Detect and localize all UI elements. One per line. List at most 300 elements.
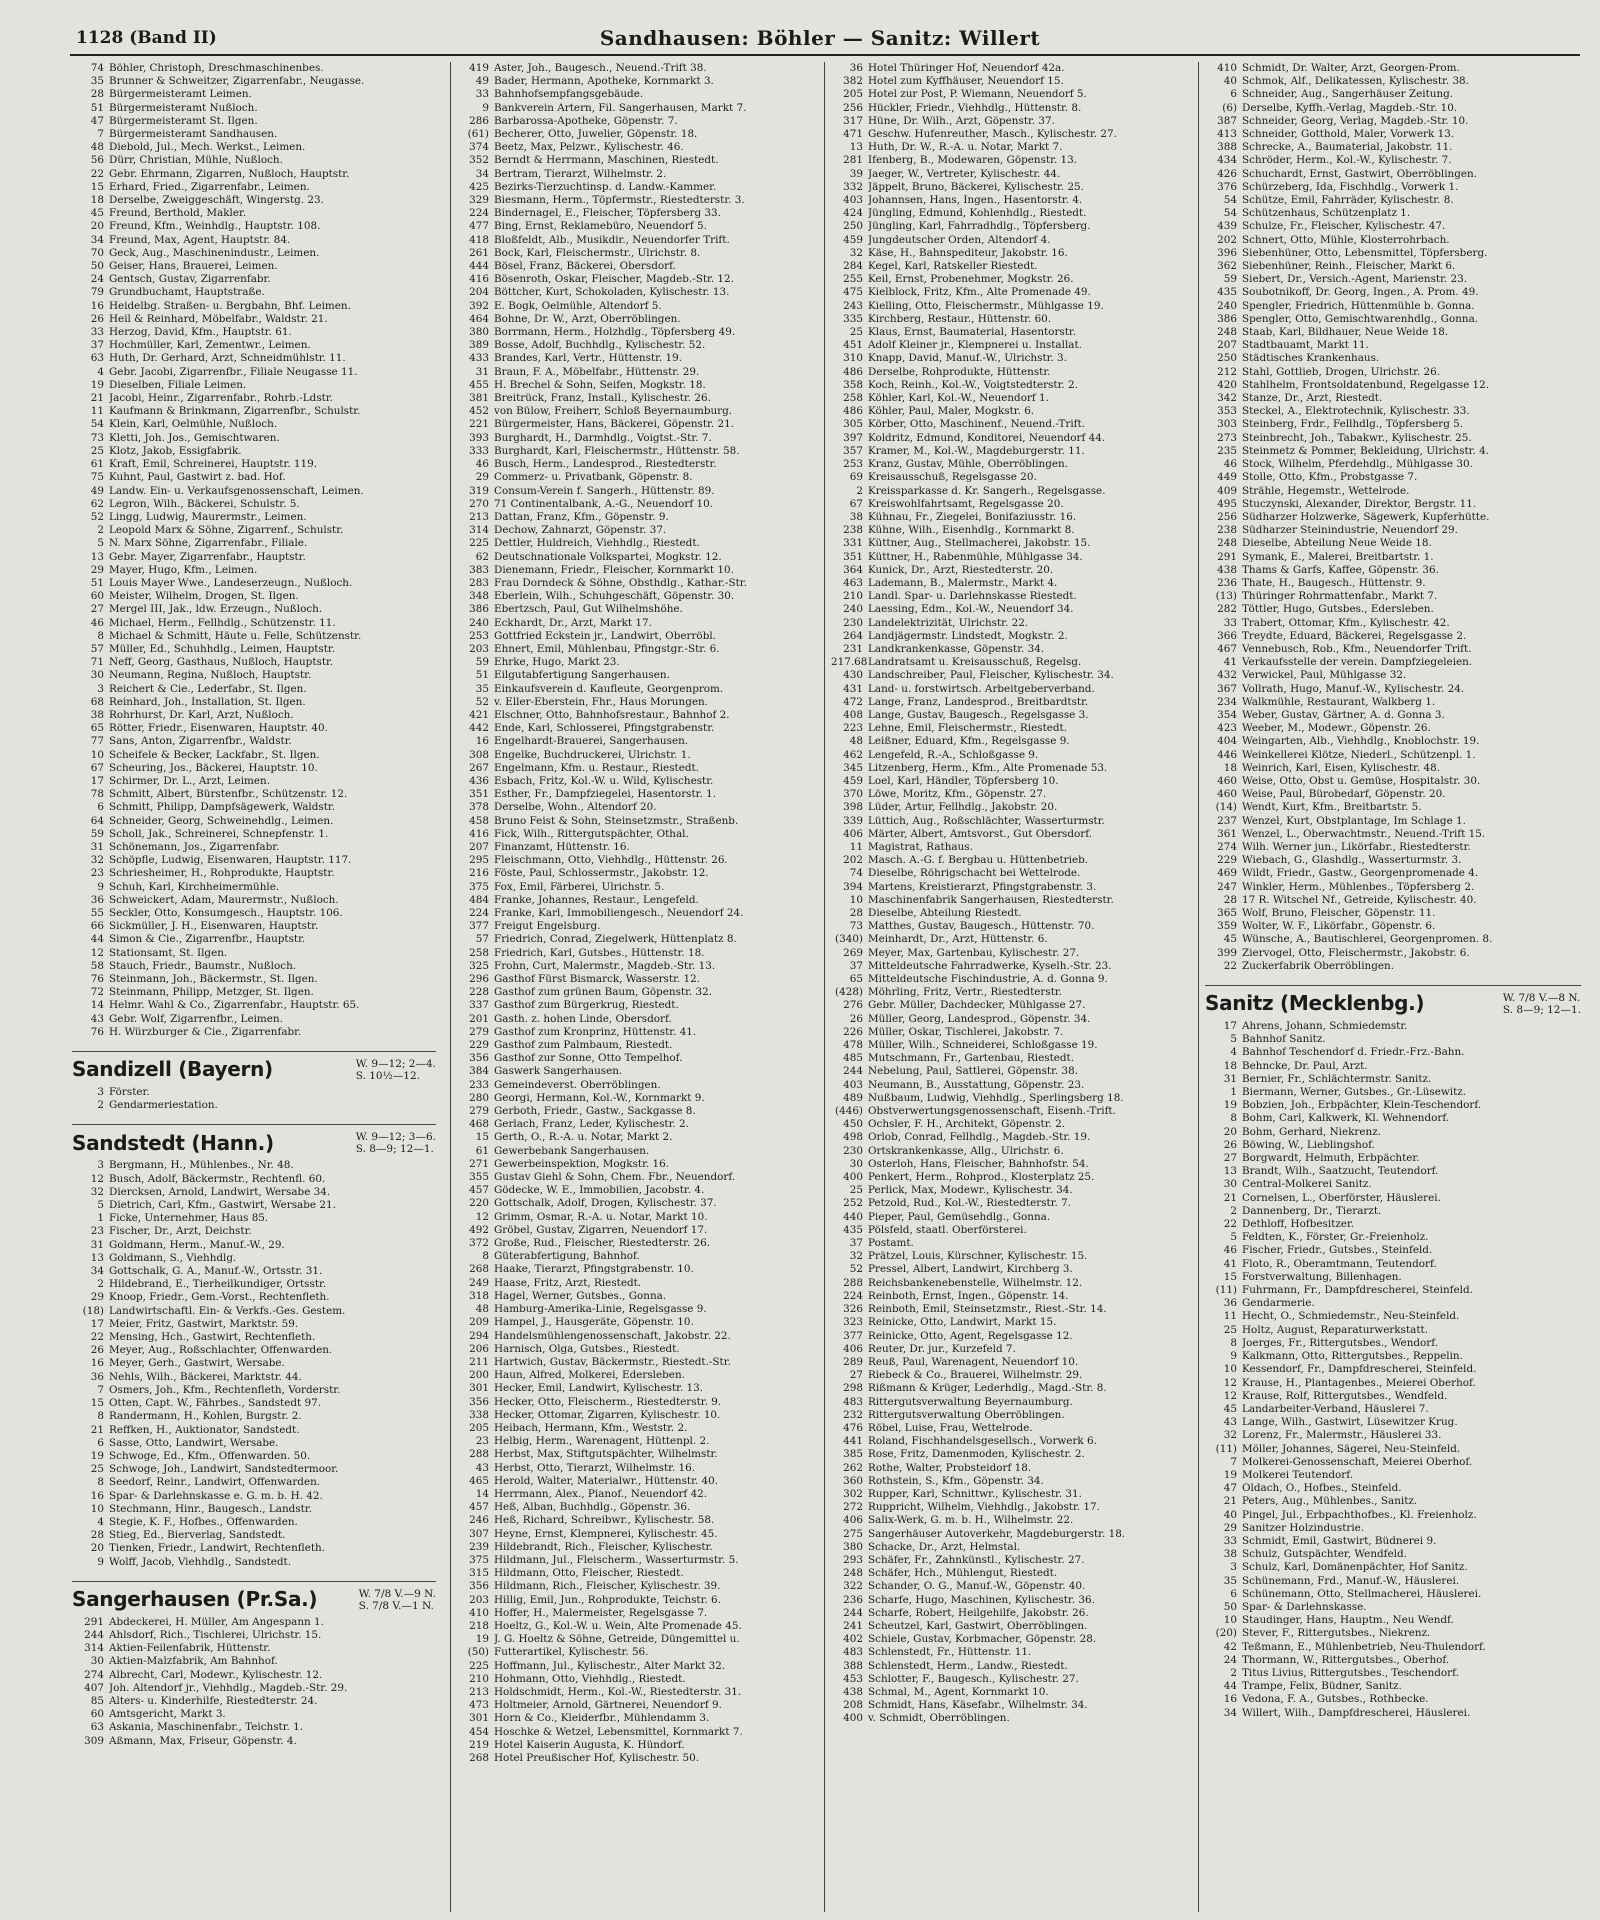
list-item [831,458,1191,471]
entry-text: Esther, Fr., Dampfziegelei, Hasentorstr. 1. [494,788,717,801]
list-item [457,1026,815,1039]
entry-text: Nußbaum, Ludwig, Viehhdlg., Sperlingsberg 18. [868,1091,1124,1104]
phone-number: 464 [469,312,489,325]
list-item [1205,207,1581,220]
phone-number: 19 [475,1633,489,1646]
phone-number: 207 [1217,339,1237,352]
entry-text: Fischer, Friedr., Gutsbes., Steinfeld. [1242,1244,1433,1257]
entry-text: Krause, Rolf, Rittergutsbes., Wendfeld. [1242,1389,1448,1402]
entry-text: Hillig, Emil, Jun., Rohprodukte, Teichstr. 6. [494,1593,721,1606]
phone-number: 200 [469,1369,489,1382]
phone-number: 15 [90,180,104,193]
entry-text: Dietrich, Carl, Kfm., Gastwirt, Wersabe 21. [109,1199,336,1212]
phone-number: 258 [843,392,863,405]
entry-text: Trabert, Ottomar, Kfm., Kylischestr. 42. [1242,616,1450,629]
phone-number: 14 [475,1487,489,1500]
list-item [1205,128,1581,141]
phone-number: 467 [1217,642,1237,655]
phone-number: 301 [469,1712,489,1725]
list-item [457,973,815,986]
phone-number: 10 [1223,1363,1237,1376]
phone-number: 384 [469,1065,489,1078]
entry-text: Hotel zum Kyffhäuser, Neuendorf 15. [868,75,1064,88]
phone-number: 57 [90,642,104,655]
entry-text: Sickmüller, J. H., Eisenwaren, Hauptstr. [109,920,319,933]
phone-number: 2 [856,484,863,497]
list-item [72,1159,436,1172]
phone-number: 360 [843,1474,863,1487]
list-item [831,973,1191,986]
phone-number: 288 [469,1448,489,1461]
entry-text: Bösenroth, Oskar, Fleischer, Magdeb.-Str. 12. [494,273,734,286]
list-item [72,590,436,603]
list-item [1205,1456,1581,1469]
list-item [72,551,436,564]
entry-text: Schmal, M., Agent, Kornmarkt 10. [868,1685,1049,1698]
phone-number: 468 [469,1118,489,1131]
entry-text: Alters- u. Kinderhilfe, Riestedterstr. 24. [109,1694,318,1707]
entry-text: Meister, Wilhelm, Drogen, St. Ilgen. [109,590,299,603]
list-item [457,1145,815,1158]
phone-number: 460 [1217,788,1237,801]
phone-number: 359 [1217,920,1237,933]
list-item [831,511,1191,524]
list-item [1205,920,1581,933]
phone-number: 34 [90,1265,104,1278]
list-item [72,168,436,181]
phone-number: 426 [1217,167,1237,180]
list-item [457,1263,815,1276]
phone-number: 240 [469,616,489,629]
phone-number: 18 [1223,761,1237,774]
list-item [72,511,436,524]
list-item [72,1384,436,1397]
list-item [831,933,1191,946]
entry-text: Geschw. Hufenreuther, Masch., Kylischestr. 27. [868,128,1117,141]
list-item [457,933,815,946]
entry-text: Bohne, Dr. W., Arzt, Oberröblingen. [494,312,681,325]
entry-text: Gebr. Müller, Dachdecker, Mühlgasse 27. [868,999,1086,1012]
list-item [831,749,1191,762]
list-item [72,128,436,141]
entry-text: Weinkellerei Klötze, Niederl., Schützenpl. 1. [1242,748,1476,761]
list-item [1205,854,1581,867]
list-item [457,141,815,154]
list-item [831,656,1191,669]
phone-number: 393 [469,431,489,444]
list-item [72,1721,436,1734]
list-item [457,498,815,511]
entry-text: Klein, Karl, Oelmühle, Nußloch. [109,418,278,431]
list-item [831,326,1191,339]
phone-number: 10 [90,1502,104,1515]
entry-text: Reichsbankenebenstelle, Wilhelmstr. 12. [868,1276,1083,1289]
column-3 [824,62,1191,1912]
entry-text: Gottschalk, Adolf, Drogen, Kylischestr. 37. [494,1197,717,1210]
list-item [831,1712,1191,1725]
entry-text: Helmr. Wahl & Co., Zigarrenfabr., Hauptstr. 65. [109,999,360,1012]
phone-number: 85 [90,1694,104,1707]
phone-number: 236 [843,1593,863,1606]
entry-text: Wolff, Jacob, Viehhdlg., Sandstedt. [109,1555,292,1568]
phone-number: 51 [90,101,104,114]
entries-list [457,62,815,1765]
list-item [457,1646,815,1659]
entry-text: Rothstein, S., Kfm., Göpenstr. 34. [868,1474,1044,1487]
entry-text: Schäfer, Fr., Zahnkünstl., Kylischestr. 27. [868,1553,1085,1566]
list-item [831,154,1191,167]
phone-number: 14 [90,999,104,1012]
entry-text: Hamburg-Amerika-Linie, Regelsgasse 9. [494,1303,707,1316]
phone-number: 43 [475,1461,489,1474]
entry-text: Hecker, Otto, Fleischerm., Riestedterstr. 9. [494,1395,722,1408]
list-item [831,1079,1191,1092]
phone-number: 52 [475,695,489,708]
entry-text: Kreisausschuß, Regelsgasse 20. [868,471,1037,484]
phone-number: 1 [97,1212,104,1225]
list-item [457,841,815,854]
office-hours [1503,992,1581,1016]
entry-text: Hotel Preußischer Hof, Kylischestr. 50. [494,1752,700,1764]
entry-text: Reichert & Cie., Lederfabr., St. Ilgen. [109,682,307,695]
list-item [831,696,1191,709]
list-item [72,352,436,365]
entry-text: Gasthof zum Palmbaum, Riestedt. [494,1039,673,1052]
phone-number: 45 [1223,933,1237,946]
list-item [72,643,436,656]
phone-number: 17 [1223,1020,1237,1033]
entry-text: Bürgermeisteramt Nußloch. [109,101,258,114]
list-item [457,881,815,894]
phone-number: 47 [90,114,104,127]
entry-text: Meier, Fritz, Gastwirt, Marktstr. 59. [109,1317,299,1330]
phone-number: 22 [90,167,104,180]
list-item [457,1580,815,1593]
hours-weekday: W. 7/8 V.—8 N. [1502,992,1581,1005]
phone-number: 213 [469,510,489,523]
list-item [1205,815,1581,828]
phone-number: 72 [90,986,104,999]
phone-number: 22 [1223,1218,1237,1231]
list-item [831,1026,1191,1039]
list-item [1205,801,1581,814]
phone-number: 420 [1217,378,1237,391]
phone-number: 225 [469,537,489,550]
list-item [1205,1033,1581,1046]
phone-number: 20 [90,1542,104,1555]
phone-number: 220 [469,1197,489,1210]
entry-text: Magistrat, Rathaus. [868,840,973,853]
entry-text: Ende, Karl, Schlosserei, Pfingstgrabenstr. [494,722,715,735]
phone-number: (20) [1215,1627,1237,1640]
list-item [831,115,1191,128]
entry-text: Kletti, Joh. Jos., Gemischtwaren. [109,431,280,444]
phone-number: 76 [90,973,104,986]
phone-number: 79 [90,286,104,299]
entry-text: Stadtbauamt, Markt 11. [1242,339,1369,352]
entry-text: Louis Mayer Wwe., Landeserzeugn., Nußloch. [109,576,353,589]
list-item [1205,247,1581,260]
entry-text: Bahnhofsempfangsgebäude. [494,88,644,101]
list-item [1205,617,1581,630]
entry-text: Landl. Spar- u. Darlehnskasse Riestedt. [868,590,1077,603]
phone-number: 2 [97,524,104,537]
page-number: 1128 (Band II) [76,28,217,48]
entry-text: Dieselbe, Röhrigschacht bei Wettelrode. [868,867,1081,880]
list-item [831,75,1191,88]
phone-number: 15 [90,1397,104,1410]
entry-text: Müller, Wilh., Schneiderei, Schloßgasse 19. [868,1039,1098,1052]
phone-number: 212 [1217,365,1237,378]
list-item [1205,1073,1581,1086]
entry-text: Bruno Feist & Sohn, Steinsetzmstr., Straßenb. [494,814,739,827]
phone-number: 435 [843,1223,863,1236]
phone-number: (18) [82,1304,104,1317]
section-name: Sandizell (Bayern) [72,1057,273,1082]
list-item [831,947,1191,960]
phone-number: 26 [1223,1138,1237,1151]
entry-text: Orlob, Conrad, Fellhdlg., Magdeb.-Str. 19. [868,1131,1091,1144]
list-item [831,564,1191,577]
entry-text: Reuß, Paul, Warenagent, Neuendorf 10. [868,1355,1079,1368]
phone-number: (13) [1215,590,1237,603]
list-item [831,247,1191,260]
phone-number: 303 [1217,418,1237,431]
list-item [831,630,1191,643]
list-item [72,1371,436,1384]
entry-text: Georgi, Hermann, Kol.-W., Kornmarkt 9. [494,1091,705,1104]
list-item [1205,867,1581,880]
section-heading-sandstedt [72,1124,436,1155]
phone-number: 225 [469,1659,489,1672]
phone-number: 216 [469,867,489,880]
list-item [457,1158,815,1171]
section-heading-sandizell [72,1051,436,1082]
entry-text: Bertram, Tierarzt, Wilhelmstr. 2. [494,167,667,180]
phone-number: 38 [1223,1548,1237,1561]
entry-text: Frohn, Curt, Malermstr., Magdeb.-Str. 13. [494,959,716,972]
phone-number: 202 [843,854,863,867]
entry-text: Willert, Wilh., Dampfdrescherei, Häuslerei. [1242,1706,1471,1719]
list-item [72,815,436,828]
list-item [457,1501,815,1514]
entry-text: Gebr. Mayer, Zigarrenfabr., Hauptstr. [109,550,306,563]
entry-text: Reffken, H., Auktionator, Sandstedt. [109,1423,300,1436]
entry-text: Lüder, Artur, Fellhdlg., Jakobstr. 20. [868,801,1058,814]
phone-number: 28 [90,88,104,101]
entry-text: Consum-Verein f. Sangerh., Hüttenstr. 89. [494,484,715,497]
phone-number: 234 [1217,695,1237,708]
list-item [1205,1139,1581,1152]
entry-text: Staudinger, Hans, Hauptm., Neu Wendf. [1242,1614,1454,1627]
list-item [72,1463,436,1476]
entry-text: Trampe, Felix, Büdner, Sanitz. [1242,1680,1402,1693]
phone-number: 337 [469,999,489,1012]
phone-number: 17 [90,1317,104,1330]
list-item [1205,1218,1581,1231]
entry-text: Strähle, Hegemstr., Wettelrode. [1242,484,1410,497]
phone-number: 32 [849,246,863,259]
entry-text: Koldritz, Edmund, Konditorei, Neuendorf 44. [868,431,1106,444]
entry-text: Meyer, Aug., Roßschlachter, Offenwarden. [109,1344,333,1357]
list-item [72,339,436,352]
phone-number: 385 [843,1448,863,1461]
list-item [831,1171,1191,1184]
entry-text: Dieselben, Filiale Leimen. [109,378,247,391]
list-item [72,630,436,643]
entry-text: Grundbuchamt, Hauptstraße. [109,286,265,299]
phone-number: 309 [84,1734,104,1747]
entry-text: Böwing, W., Lieblingshof. [1242,1138,1375,1151]
phone-number: 425 [469,180,489,193]
entry-text: Esbach, Fritz, Kol.-W. u. Wild, Kylischestr. [494,774,714,787]
phone-number: 325 [469,959,489,972]
phone-number: 331 [843,537,863,550]
list-item [831,88,1191,101]
phone-number: 315 [469,1567,489,1580]
entry-text: Zuckerfabrik Oberröblingen. [1242,959,1395,972]
phone-number: 240 [843,603,863,616]
phone-number: 279 [469,1105,489,1118]
list-item [1205,1099,1581,1112]
list-item [1205,933,1581,946]
list-item [1205,1310,1581,1323]
entry-text: Herrmann, Alex., Pianof., Neuendorf 42. [494,1487,708,1500]
phone-number: 498 [843,1131,863,1144]
phone-number: 333 [469,444,489,457]
phone-number: 454 [469,1725,489,1738]
phone-number: 35 [475,682,489,695]
list-item [831,524,1191,537]
phone-number: 221 [469,418,489,431]
list-item [72,1344,436,1357]
list-item [1205,326,1581,339]
list-item [457,960,815,973]
entry-text: Schuh, Karl, Kirchheimermühle. [109,880,280,893]
entry-text: Stanze, Dr., Arzt, Riestedt. [1242,392,1383,405]
section-heading-sangerhausen [72,1581,436,1612]
list-item [72,1490,436,1503]
list-item [72,286,436,299]
entry-text: Herold, Walter, Materialwr., Hüttenstr. 40. [494,1474,719,1487]
list-item [831,432,1191,445]
phone-number: 21 [90,392,104,405]
phone-number: 208 [843,1699,863,1712]
entry-text: Holtmeier, Arnold, Gärtnerei, Neuendorf 9. [494,1699,722,1712]
entry-text: Ortskrankenkasse, Allg., Ulrichstr. 6. [868,1144,1064,1157]
phone-number: 238 [1217,524,1237,537]
list-item [831,445,1191,458]
phone-number: 246 [469,1514,489,1527]
list-item [831,485,1191,498]
hours-sunday: S. 8—9; 12—1. [355,1143,434,1156]
phone-number: 62 [90,497,104,510]
phone-number: 439 [1217,220,1237,233]
list-item [831,815,1191,828]
list-item [1205,1271,1581,1284]
phone-number: 32 [849,1250,863,1263]
list-item [1205,498,1581,511]
list-item [457,181,815,194]
list-item [1205,907,1581,920]
phone-number: 386 [469,603,489,616]
list-item [72,220,436,233]
entry-text: Bohm, Carl, Kalkwerk, Kl. Wehnendorf. [1242,1112,1450,1125]
phone-number: 1 [1230,1086,1237,1099]
entry-text: Wünsche, A., Bautischlerei, Georgenpromen. 8. [1242,933,1493,946]
entry-text: Steinmann, Philipp, Metzger, St. Ilgen. [109,986,314,999]
list-item [72,1239,436,1252]
phone-number: 419 [469,62,489,74]
phone-number: 380 [843,1540,863,1553]
list-item [831,1607,1191,1620]
list-item [72,1199,436,1212]
entry-text: Kraft, Emil, Schreinerei, Hauptstr. 119. [109,458,318,471]
list-item [1205,1482,1581,1495]
entry-text: Schlenstedt, Herm., Landw., Riestedt. [868,1659,1068,1672]
phone-number: 298 [843,1382,863,1395]
list-item [457,999,815,1012]
list-item [72,194,436,207]
list-item [831,313,1191,326]
entry-text: Johannsen, Hans, Ingen., Hasentorstr. 4. [868,194,1083,207]
list-item [457,643,815,656]
phone-number: 453 [843,1672,863,1685]
entry-text: Seedorf, Reinr., Landwirt, Offenwarden. [109,1476,321,1489]
list-item [831,762,1191,775]
phone-number: 396 [1217,246,1237,259]
entry-text: Hotel Kaiserin Augusta, K. Hündorf. [494,1738,685,1751]
hours-sunday: S. 10½—12. [355,1070,420,1083]
entry-text: Jüngling, Karl, Fahrradhdlg., Töpfersberg. [868,220,1091,233]
entry-text: Gewerbebank Sangerhausen. [494,1144,650,1157]
phone-number: 332 [843,180,863,193]
phone-number: 256 [1217,510,1237,523]
phone-number: 202 [1217,233,1237,246]
list-item [72,867,436,880]
entry-text: Schünemann, Frd., Manuf.-W., Häuslerei. [1242,1574,1460,1587]
entry-text: Reinicke, Otto, Landwirt, Markt 15. [868,1316,1057,1329]
phone-number: 262 [843,1461,863,1474]
entry-text: Askania, Maschinenfabr., Teichstr. 1. [109,1721,304,1734]
entry-text: Hildmann, Jul., Fleischerm., Wasserturmstr. 5. [494,1553,739,1566]
entry-text: Fleischmann, Otto, Viehhdlg., Hüttenstr. 26. [494,854,728,867]
phone-number: 36 [90,893,104,906]
list-item [72,894,436,907]
entry-text: Elschner, Otto, Bahnhofsrestaur., Bahnhof 2. [494,708,730,721]
phone-number: 55 [90,907,104,919]
entry-text: H. Brechel & Sohn, Seifen, Mogkstr. 18. [494,378,706,391]
list-item [1205,1403,1581,1416]
hours-sunday: S. 7/8 V.—1 N. [358,1599,434,1612]
phone-number: 51 [90,576,104,589]
list-item [1205,1627,1581,1640]
phone-number: 5 [1230,1231,1237,1244]
phone-number: 218 [469,1619,489,1632]
entry-text: Biermann, Werner, Gutsbes., Gr.-Lüsewitz. [1242,1086,1467,1099]
phone-number: 3 [97,1159,104,1172]
entry-text: Bing, Ernst, Reklamebüro, Neuendorf 5. [494,220,707,233]
entry-text: Kühnau, Fr., Ziegelei, Bonifaziusstr. 16. [868,510,1077,523]
phone-number: 416 [469,273,489,286]
list-item [457,1092,815,1105]
list-item [831,1462,1191,1475]
phone-number: 78 [90,788,104,801]
list-item [72,1013,436,1026]
phone-number: 25 [1223,1323,1237,1336]
list-item [72,749,436,762]
entry-text: Holdschmidt, Herm., Kol.-W., Riestedterstr. 31. [494,1685,742,1698]
